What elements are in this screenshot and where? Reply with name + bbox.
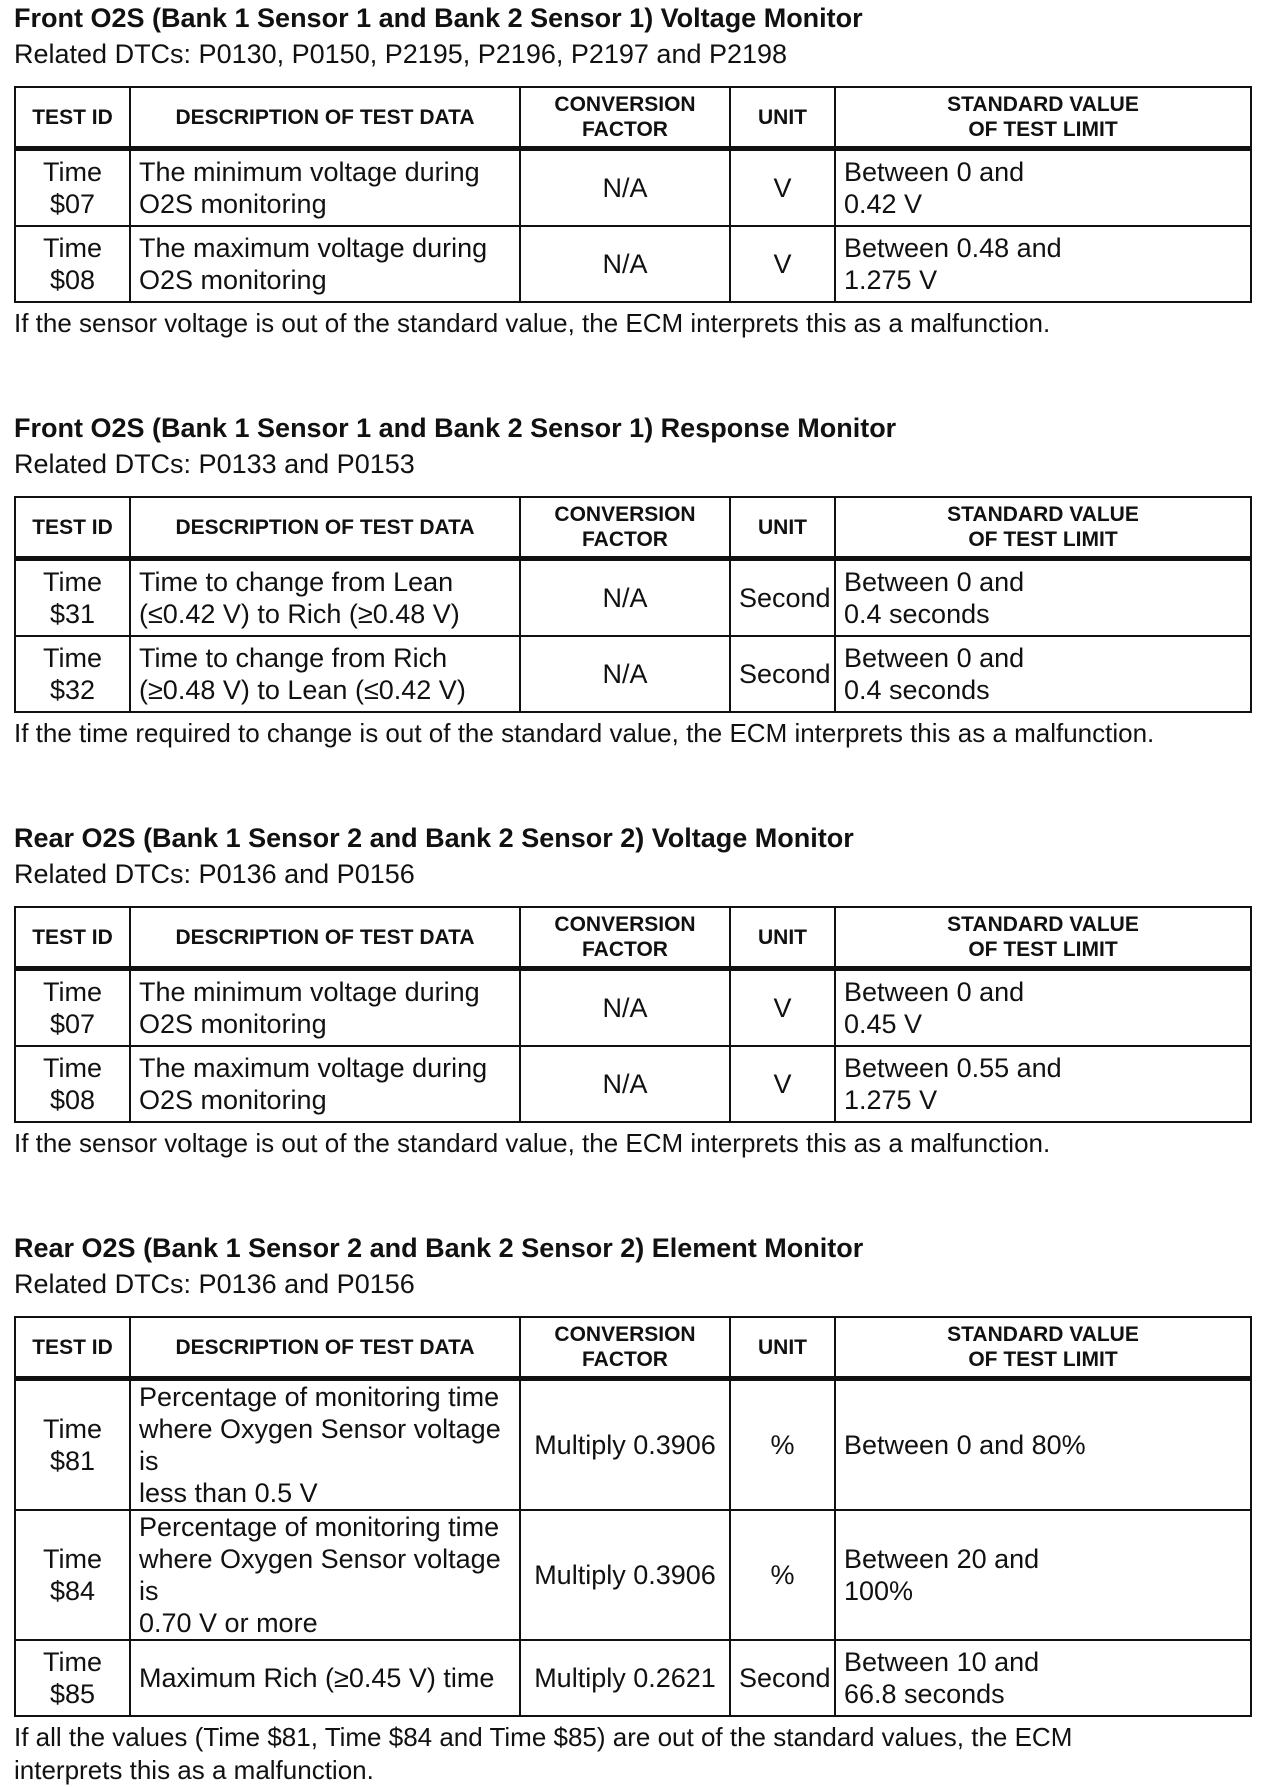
table-header-row (15, 907, 1251, 969)
cell-description: The minimum voltage during O2S monitoring (130, 149, 520, 227)
table-row (15, 1510, 1251, 1640)
cell-standard: Between 0 and 80% (835, 1379, 1251, 1511)
header-description: DESCRIPTION OF TEST DATA (130, 497, 520, 559)
section-note: If the time required to change is out of the standard value, the ECM interprets this as a malfunction. (14, 718, 1155, 748)
cell-unit: Second (730, 1640, 835, 1716)
monitor-table (14, 86, 1252, 303)
cell-test-id: Time $08 (15, 1046, 130, 1122)
header-test-id: TEST ID (15, 907, 130, 969)
section-rear-o2s-voltage (14, 820, 1250, 1160)
cell-description: The maximum voltage during O2S monitoring (130, 1046, 520, 1122)
table-header-row (15, 1317, 1251, 1379)
related-dtcs: Related DTCs: P0130, P0150, P2195, P2196, P2197 and P2198 (14, 39, 788, 69)
cell-unit: V (730, 969, 835, 1047)
section-title: Front O2S (Bank 1 Sensor 1 and Bank 2 Sensor 1) Response Monitor (14, 413, 897, 443)
header-conversion-factor: CONVERSION FACTOR (520, 1317, 730, 1379)
cell-description: The maximum voltage during O2S monitoring (130, 226, 520, 302)
cell-standard: Between 0 and 0.42 V (835, 149, 1251, 227)
header-description: DESCRIPTION OF TEST DATA (130, 87, 520, 149)
section-note: If all the values (Time $81, Time $84 and Time $85) are out of the standard values, the ECM interprets this as a malfunction. (14, 1722, 1073, 1785)
cell-standard: Between 0.55 and 1.275 V (835, 1046, 1251, 1122)
cell-test-id: Time $85 (15, 1640, 130, 1716)
header-unit: UNIT (730, 497, 835, 559)
cell-standard: Between 0 and 0.4 seconds (835, 636, 1251, 712)
cell-conversion: N/A (520, 1046, 730, 1122)
cell-test-id: Time $81 (15, 1379, 130, 1511)
table-row (15, 1379, 1251, 1511)
cell-description: The minimum voltage during O2S monitoring (130, 969, 520, 1047)
header-test-id: TEST ID (15, 1317, 130, 1379)
cell-test-id: Time $07 (15, 149, 130, 227)
header-standard-value: STANDARD VALUE OF TEST LIMIT (835, 497, 1251, 559)
cell-test-id: Time $84 (15, 1510, 130, 1640)
cell-test-id: Time $32 (15, 636, 130, 712)
section-front-o2s-voltage (14, 0, 1250, 340)
table-row (15, 1046, 1251, 1122)
cell-conversion: N/A (520, 226, 730, 302)
header-unit: UNIT (730, 1317, 835, 1379)
section-title: Rear O2S (Bank 1 Sensor 2 and Bank 2 Sensor 2) Element Monitor (14, 1233, 864, 1263)
cell-conversion: Multiply 0.3906 (520, 1379, 730, 1511)
cell-test-id: Time $31 (15, 559, 130, 637)
cell-unit: Second (730, 559, 835, 637)
monitor-table (14, 1316, 1252, 1717)
cell-conversion: N/A (520, 149, 730, 227)
cell-description: Time to change from Rich (≥0.48 V) to Lean (≤0.42 V) (130, 636, 520, 712)
cell-unit: V (730, 149, 835, 227)
cell-standard: Between 10 and 66.8 seconds (835, 1640, 1251, 1716)
related-dtcs: Related DTCs: P0136 and P0156 (14, 1269, 415, 1299)
section-rear-o2s-element (14, 1230, 1250, 1787)
section-note: If the sensor voltage is out of the standard value, the ECM interprets this as a malfunction. (14, 308, 1051, 338)
cell-description: Percentage of monitoring time where Oxygen Sensor voltage is less than 0.5 V (130, 1379, 520, 1511)
table-row (15, 1640, 1251, 1716)
cell-test-id: Time $08 (15, 226, 130, 302)
header-description: DESCRIPTION OF TEST DATA (130, 907, 520, 969)
header-standard-value: STANDARD VALUE OF TEST LIMIT (835, 1317, 1251, 1379)
header-test-id: TEST ID (15, 497, 130, 559)
cell-conversion: Multiply 0.3906 (520, 1510, 730, 1640)
header-standard-value: STANDARD VALUE OF TEST LIMIT (835, 87, 1251, 149)
table-header-row (15, 87, 1251, 149)
cell-conversion: N/A (520, 969, 730, 1047)
related-dtcs: Related DTCs: P0136 and P0156 (14, 859, 415, 889)
header-conversion-factor: CONVERSION FACTOR (520, 907, 730, 969)
cell-conversion: N/A (520, 636, 730, 712)
table-row (15, 636, 1251, 712)
cell-unit: V (730, 226, 835, 302)
monitor-table (14, 496, 1252, 713)
cell-standard: Between 0.48 and 1.275 V (835, 226, 1251, 302)
header-test-id: TEST ID (15, 87, 130, 149)
cell-conversion: N/A (520, 559, 730, 637)
header-standard-value: STANDARD VALUE OF TEST LIMIT (835, 907, 1251, 969)
cell-unit: V (730, 1046, 835, 1122)
header-description: DESCRIPTION OF TEST DATA (130, 1317, 520, 1379)
table-row (15, 969, 1251, 1047)
cell-description: Percentage of monitoring time where Oxygen Sensor voltage is 0.70 V or more (130, 1510, 520, 1640)
header-unit: UNIT (730, 907, 835, 969)
cell-conversion: Multiply 0.2621 (520, 1640, 730, 1716)
cell-test-id: Time $07 (15, 969, 130, 1047)
header-conversion-factor: CONVERSION FACTOR (520, 497, 730, 559)
cell-standard: Between 0 and 0.45 V (835, 969, 1251, 1047)
section-front-o2s-response (14, 410, 1250, 750)
section-title: Rear O2S (Bank 1 Sensor 2 and Bank 2 Sensor 2) Voltage Monitor (14, 823, 854, 853)
cell-standard: Between 0 and 0.4 seconds (835, 559, 1251, 637)
header-conversion-factor: CONVERSION FACTOR (520, 87, 730, 149)
cell-unit: % (730, 1510, 835, 1640)
cell-unit: % (730, 1379, 835, 1511)
table-header-row (15, 497, 1251, 559)
monitor-table (14, 906, 1252, 1123)
table-row (15, 226, 1251, 302)
cell-standard: Between 20 and 100% (835, 1510, 1251, 1640)
header-unit: UNIT (730, 87, 835, 149)
section-title: Front O2S (Bank 1 Sensor 1 and Bank 2 Sensor 1) Voltage Monitor (14, 3, 863, 33)
cell-description: Maximum Rich (≥0.45 V) time (130, 1640, 520, 1716)
table-row (15, 559, 1251, 637)
table-row (15, 149, 1251, 227)
cell-unit: Second (730, 636, 835, 712)
related-dtcs: Related DTCs: P0133 and P0153 (14, 449, 415, 479)
cell-description: Time to change from Lean (≤0.42 V) to Rich (≥0.48 V) (130, 559, 520, 637)
section-note: If the sensor voltage is out of the standard value, the ECM interprets this as a malfunction. (14, 1128, 1051, 1158)
